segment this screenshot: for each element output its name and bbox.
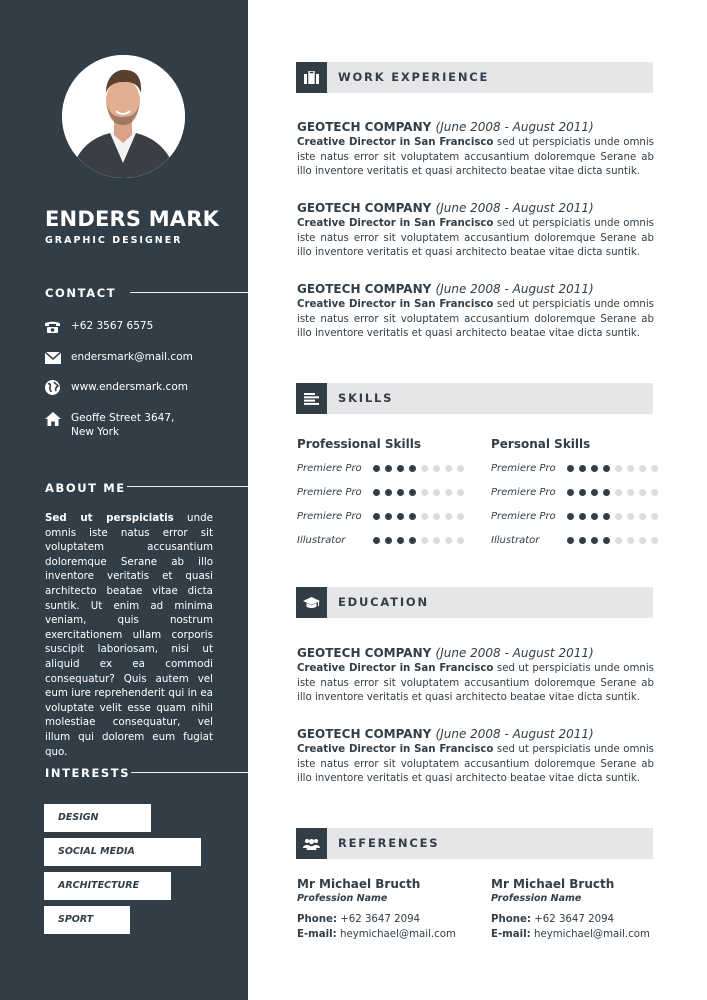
profile-role: GRAPHIC DESIGNER: [45, 235, 183, 246]
rating-dot-filled: [591, 513, 598, 520]
phone-label: Phone:: [297, 914, 337, 925]
work-section-header: [296, 62, 653, 93]
professional-skills-title: Professional Skills: [297, 437, 421, 451]
phone-text: +62 3567 6575: [71, 320, 154, 332]
interests-divider: [131, 772, 248, 773]
rating-dot-empty: [615, 465, 622, 472]
rating-dot-empty: [445, 465, 452, 472]
rating-dot-filled: [591, 465, 598, 472]
skill-row: [297, 486, 467, 500]
rating-dot-empty: [651, 465, 658, 472]
entry-body: [297, 217, 654, 261]
entry-dates: (June 2008 - August 2011): [435, 201, 594, 215]
briefcase-icon: [296, 62, 327, 93]
rating-dot-filled: [373, 537, 380, 544]
skill-rating: [373, 489, 469, 496]
entry-description: sed ut perspiciatis unde omnis iste natus error sit voluptatem accusantium doloremque Serane ab illo inventore veritatis et quasi architecto beatae vitae dicta suntik.: [297, 299, 654, 340]
entry-position: Creative Director in San Francisco: [297, 218, 494, 229]
profile-photo: [62, 55, 185, 178]
rating-dot-filled: [385, 465, 392, 472]
rating-dot-empty: [639, 465, 646, 472]
entry-heading: [297, 119, 654, 135]
entry-heading: [297, 200, 654, 216]
phone-value: +62 3647 2094: [530, 914, 615, 925]
graduation-cap-icon: [296, 587, 327, 618]
email-value[interactable]: heymichael@mail.com: [530, 929, 650, 940]
rating-dot-filled: [579, 489, 586, 496]
globe-icon: [44, 380, 61, 395]
rating-dot-filled: [603, 537, 610, 544]
rating-dot-empty: [627, 537, 634, 544]
skill-rating: [373, 537, 469, 544]
people-icon: [296, 828, 327, 859]
sidebar: [0, 0, 248, 1000]
entry-position: Creative Director in San Francisco: [297, 744, 494, 755]
interest-tag: SOCIAL MEDIA: [44, 838, 201, 866]
work-entry: [297, 281, 654, 342]
rating-dot-filled: [579, 537, 586, 544]
reference-phone: [297, 912, 467, 927]
entry-body: [297, 662, 654, 706]
rating-dot-empty: [627, 465, 634, 472]
rating-dot-filled: [397, 465, 404, 472]
professional-skills: [297, 437, 467, 546]
entry-description: sed ut perspiciatis unde omnis iste natus error sit voluptatem accusantium doloremque Serane ab illo inventore veritatis et quasi architecto beatae vitae dicta suntik.: [297, 663, 654, 704]
skill-rating: [567, 489, 663, 496]
entry-dates: (June 2008 - August 2011): [435, 646, 594, 660]
rating-dot-filled: [409, 537, 416, 544]
entry-company: GEOTECH COMPANY: [297, 120, 432, 134]
skill-rating: [373, 465, 469, 472]
skill-row: [491, 534, 661, 548]
contact-heading: CONTACT: [45, 286, 117, 300]
interest-tag: ARCHITECTURE: [44, 872, 171, 900]
rating-dot-empty: [433, 513, 440, 520]
entry-company: GEOTECH COMPANY: [297, 201, 432, 215]
skill-row: [491, 486, 661, 500]
rating-dot-empty: [615, 537, 622, 544]
skill-name: Illustrator: [297, 535, 346, 546]
rating-dot-filled: [385, 513, 392, 520]
rating-dot-filled: [579, 465, 586, 472]
entry-heading: [297, 645, 654, 661]
skill-name: Illustrator: [491, 535, 540, 546]
rating-dot-filled: [385, 537, 392, 544]
rating-dot-empty: [615, 513, 622, 520]
reference-name: Mr Michael Bructh: [491, 877, 615, 891]
skill-rating: [373, 513, 469, 520]
reference-title: Profession Name: [297, 893, 388, 904]
rating-dot-empty: [627, 489, 634, 496]
skill-rating: [567, 513, 663, 520]
interest-tag: DESIGN: [44, 804, 151, 832]
rating-dot-empty: [445, 537, 452, 544]
rating-dot-filled: [579, 513, 586, 520]
entry-body: [297, 136, 654, 180]
home-icon: [44, 411, 61, 426]
rating-dot-filled: [567, 513, 574, 520]
address-text: Geoffe Street 3647, New York: [71, 412, 175, 438]
entry-body: [297, 743, 654, 787]
entry-heading: [297, 281, 654, 297]
education-section-header: [296, 587, 653, 618]
rating-dot-empty: [445, 513, 452, 520]
about-heading: ABOUT ME: [45, 481, 126, 495]
rating-dot-empty: [615, 489, 622, 496]
rating-dot-filled: [567, 537, 574, 544]
rating-dot-filled: [397, 537, 404, 544]
entry-position: Creative Director in San Francisco: [297, 663, 494, 674]
rating-dot-empty: [421, 537, 428, 544]
reference-name: Mr Michael Bructh: [297, 877, 421, 891]
rating-dot-empty: [639, 489, 646, 496]
rating-dot-empty: [457, 513, 464, 520]
about-lead: Sed ut perspiciatis: [45, 512, 174, 524]
entry-dates: (June 2008 - August 2011): [435, 727, 594, 741]
rating-dot-empty: [639, 513, 646, 520]
rating-dot-empty: [421, 513, 428, 520]
personal-skills: [491, 437, 661, 546]
skills-section-header: [296, 383, 653, 414]
rating-dot-filled: [373, 513, 380, 520]
rating-dot-empty: [421, 465, 428, 472]
skill-rating: [567, 537, 663, 544]
education-section-title: EDUCATION: [338, 595, 429, 609]
skill-row: [491, 462, 661, 476]
skill-name: Premiere Pro: [297, 487, 362, 498]
skill-row: [297, 462, 467, 476]
email-text[interactable]: endersmark@mail.com: [71, 351, 193, 363]
phone-label: Phone:: [491, 914, 531, 925]
reference-email: [297, 927, 467, 942]
rating-dot-filled: [591, 537, 598, 544]
rating-dot-empty: [639, 537, 646, 544]
rating-dot-filled: [409, 465, 416, 472]
rating-dot-empty: [627, 513, 634, 520]
rating-dot-filled: [409, 513, 416, 520]
rating-dot-empty: [433, 489, 440, 496]
entry-dates: (June 2008 - August 2011): [435, 120, 594, 134]
skill-row: [297, 510, 467, 524]
rating-dot-empty: [433, 465, 440, 472]
about-divider: [127, 486, 248, 487]
rating-dot-empty: [433, 537, 440, 544]
rating-dot-empty: [651, 513, 658, 520]
rating-dot-filled: [397, 513, 404, 520]
envelope-icon: [44, 350, 61, 365]
rating-dot-filled: [591, 489, 598, 496]
rating-dot-filled: [603, 489, 610, 496]
work-entry: [297, 200, 654, 261]
work-section-title: WORK EXPERIENCE: [338, 70, 490, 84]
rating-dot-empty: [421, 489, 428, 496]
about-text: [45, 511, 213, 759]
skill-name: Premiere Pro: [491, 463, 556, 474]
education-entry: [297, 645, 654, 706]
work-entry: [297, 119, 654, 180]
reference-card: [491, 877, 661, 942]
skills-section-title: SKILLS: [338, 391, 394, 405]
rating-dot-filled: [373, 489, 380, 496]
rating-dot-empty: [457, 537, 464, 544]
entry-position: Creative Director in San Francisco: [297, 137, 494, 148]
rating-dot-empty: [457, 465, 464, 472]
skill-name: Premiere Pro: [297, 511, 362, 522]
rating-dot-empty: [651, 489, 658, 496]
rating-dot-filled: [373, 465, 380, 472]
rating-dot-empty: [457, 489, 464, 496]
entry-heading: [297, 726, 654, 742]
entry-description: sed ut perspiciatis unde omnis iste natus error sit voluptatem accusantium doloremque Serane ab illo inventore veritatis et quasi architecto beatae vitae dicta suntik.: [297, 137, 654, 178]
email-label: E-mail:: [297, 929, 337, 940]
skill-row: [297, 534, 467, 548]
rating-dot-filled: [409, 489, 416, 496]
rating-dot-empty: [651, 537, 658, 544]
interest-tag: SPORT: [44, 906, 130, 934]
references-section-title: REFERENCES: [338, 836, 440, 850]
skill-name: Premiere Pro: [491, 487, 556, 498]
skill-name: Premiere Pro: [297, 463, 362, 474]
entry-position: Creative Director in San Francisco: [297, 299, 494, 310]
entry-description: sed ut perspiciatis unde omnis iste natus error sit voluptatem accusantium doloremque Serane ab illo inventore veritatis et quasi architecto beatae vitae dicta suntik.: [297, 218, 654, 259]
entry-company: GEOTECH COMPANY: [297, 646, 432, 660]
skill-rating: [567, 465, 663, 472]
rating-dot-filled: [385, 489, 392, 496]
entry-dates: (June 2008 - August 2011): [435, 282, 594, 296]
rating-dot-filled: [567, 465, 574, 472]
phone-value: +62 3647 2094: [336, 914, 421, 925]
entry-description: sed ut perspiciatis unde omnis iste natus error sit voluptatem accusantium doloremque Serane ab illo inventore veritatis et quasi architecto beatae vitae dicta suntik.: [297, 744, 654, 785]
entry-company: GEOTECH COMPANY: [297, 282, 432, 296]
entry-company: GEOTECH COMPANY: [297, 727, 432, 741]
skill-row: [491, 510, 661, 524]
contact-divider: [130, 292, 248, 293]
reference-card: [297, 877, 467, 942]
email-label: E-mail:: [491, 929, 531, 940]
about-body: unde omnis iste natus error sit voluptatem accusantium doloremque Serane ab illo inventore veritatis et quasi architecto beatae vitae dicta suntik. Ut enim ad minima veniam, quis nostrum exercitationem ullam corporis suscipit laboriosam, nisi ut aliquid ex ea commodi consequatur? Quis autem vel eum iure reprehenderit qui in ea voluptate velit esse quam nihil molestiae consequatur, vel illum qui dolorem eum fugiat quo.: [45, 512, 213, 758]
rating-dot-filled: [567, 489, 574, 496]
contact-phone: [44, 319, 153, 334]
education-entry: [297, 726, 654, 787]
rating-dot-filled: [603, 513, 610, 520]
reference-title: Profession Name: [491, 893, 582, 904]
contact-email: [44, 350, 193, 365]
personal-skills-title: Personal Skills: [491, 437, 591, 451]
portrait-image: [62, 55, 185, 178]
rating-dot-empty: [445, 489, 452, 496]
reference-phone: [491, 912, 661, 927]
rating-dot-filled: [603, 465, 610, 472]
contact-address: [44, 411, 174, 439]
website-text[interactable]: www.endersmark.com: [71, 381, 188, 393]
references-section-header: [296, 828, 653, 859]
list-icon: [296, 383, 327, 414]
email-value[interactable]: heymichael@mail.com: [336, 929, 456, 940]
telephone-icon: [44, 319, 61, 334]
rating-dot-filled: [397, 489, 404, 496]
reference-email: [491, 927, 661, 942]
skill-name: Premiere Pro: [491, 511, 556, 522]
entry-body: [297, 298, 654, 342]
interests-heading: INTERESTS: [45, 766, 131, 780]
contact-website: [44, 380, 188, 395]
profile-name: ENDERS MARK: [45, 207, 220, 231]
